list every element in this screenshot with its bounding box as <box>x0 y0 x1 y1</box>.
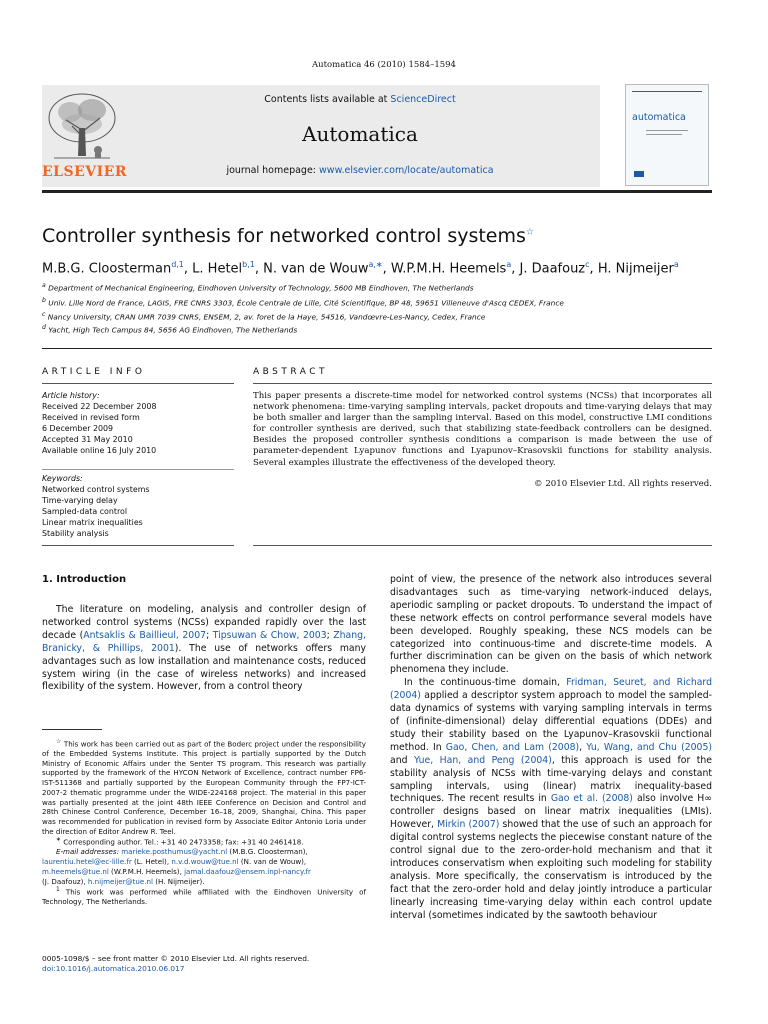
text: applied a descriptor system approach to model the sampled-data dynamics of systems with varying sampling intervals in terms of (infinite-dimensional) delay differential equations (DDEs) and study their stability based on the Lyapunov–Krasovskii functional method. In <box>390 690 712 753</box>
paper-title-text: Controller synthesis for networked control systems <box>42 225 526 247</box>
aff-text: Department of Mechanical Engineering, Eindhoven University of Technology, 5600 MB Eindhoven, The Netherlands <box>48 283 474 293</box>
homepage-line <box>130 165 590 176</box>
citation-link[interactable]: Zhang, Branicky, & Phillips, 2001 <box>42 629 366 654</box>
abstract-copyright: © 2010 Elsevier Ltd. All rights reserved. <box>534 479 712 489</box>
text: (M.B.G. Cloosterman), <box>227 847 308 857</box>
citation-link[interactable]: Fridman, Seuret, and Richard (2004) <box>390 677 712 702</box>
article-info-divider <box>42 469 234 470</box>
doi-link[interactable]: doi:10.1016/j.automatica.2010.06.017 <box>42 964 185 973</box>
history-item: Received 22 December 2008 <box>42 402 157 411</box>
footnote-1 <box>42 738 366 836</box>
text: and <box>390 754 414 766</box>
text: ). The use of networks offers many advantages such as low installation and maintenance costs, reduced system wiring (in the case of wireless networks) and increased flexibility of the system. However, from a control theory <box>42 642 366 693</box>
author-affiliation-mark[interactable]: d,1 <box>171 260 184 269</box>
author-affiliation-mark[interactable]: a <box>673 260 679 269</box>
text: ; <box>206 629 213 641</box>
issn-line: 0005-1098/$ – see front matter © 2010 Elsevier Ltd. All rights reserved. <box>42 954 310 963</box>
footnote-rule <box>42 729 102 730</box>
aff-text: Yacht, High Tech Campus 84, 5656 AG Eindhoven, The Netherlands <box>48 325 298 335</box>
author-separator: , <box>382 261 391 277</box>
footnote-mark: ∗ <box>56 837 61 844</box>
text: , this approach is used for the stability analysis of NCSs with time-varying delays and constant sampling intervals, using (linear) matrix inequality-based techniques. The recent results in <box>390 754 713 805</box>
citation-link[interactable]: Mirkin (2007) <box>437 819 500 831</box>
issn-block <box>42 954 309 974</box>
text: (H. Nijmeijer). <box>153 876 205 886</box>
homepage-link[interactable]: www.elsevier.com/locate/automatica <box>319 165 494 176</box>
text: (L. Hetel), <box>131 857 172 867</box>
citation-link[interactable]: Yue, Han, and Peng (2004) <box>413 754 552 766</box>
aff-text: Univ. Lille Nord de France, LAGIS, FRE CNRS 3303, École Centrale de Lille, Cité Scientifique, BP 48, 59651 Villeneuve d'Ascq CEDEX, France <box>48 298 564 308</box>
author-name: L. Hetel <box>192 261 243 277</box>
email-label: E-mail addresses: <box>56 847 122 857</box>
footnote-mark: 1 <box>56 887 60 894</box>
text: This work was performed while affiliated with the Eindhoven University of Technology, The Netherlands. <box>42 887 366 907</box>
aff-text: Nancy University, CRAN UMR 7039 CNRS, ENSEM, 2, av. foret de la Haye, 54516, Vandœvre-Les-Nancy, Cedex, France <box>47 312 486 322</box>
author-name: J. Daafouz <box>519 261 586 277</box>
intro-paragraph-2: point of view, the presence of the network also introduces several disadvantages such as time-varying network-induced delays, aperiodic sampling or packet dropouts. To understand the impact of these network effects on control performance several models have been developed. Roughly speaking, these NCS models can be categorized into continuous-time and discrete-time models. A further discrimination can be given on the basis of which network phenomena they include. <box>390 574 712 676</box>
email-link[interactable]: h.nijmeijer@tue.nl <box>87 876 154 886</box>
cover-journal-title: automatica <box>632 112 686 123</box>
author-affiliation-mark[interactable]: a,∗ <box>368 260 383 269</box>
abstract-text: This paper presents a discrete-time model for networked control systems (NCSs) that incorporates all network phenomena: time-varying sampling intervals, packet dropouts and time-varying delays that may be both smaller and larger than the sampling interval. Based on this model, constructive LMI conditions for controller synthesis are derived, such that stabilizing state-feedback controllers can be designed. Besides the proposed controller synthesis conditions a comparison is made between the use of parameter-dependent Lyapunov functions and Lyapunov–Krasovskii functions for stability analysis. Several examples illustrate the effectiveness of the developed theory. <box>253 391 712 468</box>
email-link[interactable]: marieke.posthumus@yacht.nl <box>121 847 228 857</box>
sciencedirect-link[interactable]: ScienceDirect <box>390 94 456 105</box>
text: The literature on modeling, analysis and controller design of networked control systems (NCSs) expanded rapidly over the last decade ( <box>42 604 366 641</box>
text: (W.P.M.H. Heemels), <box>108 866 185 876</box>
author-name: M.B.G. Cloosterman <box>42 261 172 277</box>
affiliation-c <box>42 311 485 321</box>
text: showed that the use of such an approach for digital control systems neglects the piecewise constant nature of the control signal due to the zero-order-hold mechanism and that it introduces conservatism when exploiting such modeling for stability analysis. More specifically, the conservatism is introduced by the fact that the zero-order hold and delay jointly introduce a particular linearly increasing time-varying delay within each control update interval (sometimes indicated by the sawtooth behaviour <box>390 819 712 921</box>
history-item: Received in revised form <box>42 413 140 422</box>
affiliation-a <box>42 282 474 292</box>
history-label: Article history: <box>42 391 100 400</box>
abstract-bottom-rule <box>253 545 712 546</box>
email-link[interactable]: n.v.d.wouw@tue.nl <box>171 857 239 867</box>
footnote-2 <box>42 836 366 847</box>
author-name: W.P.M.H. Heemels <box>390 261 507 277</box>
citation-link[interactable]: Tipsuwan & Chow, 2003 <box>212 629 327 641</box>
text: , <box>579 741 587 753</box>
citation-link[interactable]: Yu, Wang, and Chu (2005) <box>586 741 712 753</box>
journal-cover-thumbnail-icon <box>625 84 709 186</box>
title-footnote-mark[interactable]: ☆ <box>525 227 534 238</box>
contents-line <box>130 94 590 105</box>
author-name: N. van de Wouw <box>263 261 369 277</box>
affiliation-d <box>42 324 297 334</box>
journal-reference: Automatica 46 (2010) 1584–1594 <box>312 60 456 70</box>
intro-paragraph-1 <box>42 604 366 694</box>
author-list <box>42 260 679 276</box>
author-separator: , <box>589 261 598 277</box>
affiliation-b <box>42 297 564 307</box>
right-column <box>390 574 712 922</box>
footnote-3 <box>42 886 366 907</box>
homepage-prefix: journal homepage: <box>226 165 320 176</box>
footnote-mark: ☆ <box>56 739 62 745</box>
elsevier-wordmark: ELSEVIER <box>42 164 128 180</box>
history-item: Available online 16 July 2010 <box>42 446 157 455</box>
keywords-label: Keywords: <box>42 474 83 483</box>
abstract-rule <box>253 383 712 384</box>
author-separator: , <box>183 261 193 277</box>
footnotes <box>42 738 366 907</box>
section-heading-introduction: 1. Introduction <box>42 574 127 585</box>
aff-sup: d <box>42 324 46 331</box>
author-affiliation-mark[interactable]: c <box>585 260 590 269</box>
keyword-item: Stability analysis <box>42 529 109 538</box>
email-link[interactable]: m.heemels@tue.nl <box>42 866 109 876</box>
email-link[interactable]: laurentiu.hetel@ec-lille.fr <box>42 857 132 867</box>
text: Corresponding author. Tel.: +31 40 2473358; fax: +31 40 2461418. <box>63 837 304 847</box>
history-item: 6 December 2009 <box>42 424 114 433</box>
text: also involve H∞ controller designs based on linear matrix inequalities (LMIs). However, <box>390 793 712 831</box>
author-name: H. Nijmeijer <box>597 261 674 277</box>
article-info-bottom-rule <box>42 545 234 546</box>
abstract-heading: ABSTRACT <box>253 367 329 377</box>
aff-sup: c <box>42 311 46 318</box>
article-info-rule <box>42 383 234 384</box>
aff-sup: b <box>42 297 46 304</box>
text: In the continuous-time domain, <box>404 677 567 689</box>
author-separator: , <box>254 261 264 277</box>
text: This work has been carried out as part of the Boderc project under the responsibility of the Embedded Systems Institute. This project is partially supported by the Dutch Ministry of Economic Affairs under the Senter TS program. This research was partially supported by the framework of the HYCON Network of Excellence, contract number FP6-IST-511368 and partially supported by the European Community through the FP7-ICT-2007-2 thematic programme under the WIDE-224168 project. The material in this paper was partially presented at the joint 48th IEEE Conference on Decision and Control and 28th Chinese Control Conference, December 16–18, 2009, Shanghai, China. This paper was recommended for publication in revised form by Associate Editor Antonio Loria under the direction of Editor Andrew R. Teel. <box>42 739 366 836</box>
keyword-item: Networked control systems <box>42 485 150 494</box>
text: (N. van de Wouw), <box>238 857 307 867</box>
journal-name: Automatica <box>302 122 418 146</box>
keyword-item: Linear matrix inequalities <box>42 518 143 527</box>
email-link[interactable]: jamal.daafouz@ensem.inpl-nancy.fr <box>184 866 311 876</box>
article-info-heading: ARTICLE INFO <box>42 367 146 377</box>
citation-link[interactable]: Gao et al. (2008) <box>550 793 633 805</box>
affiliation-rule <box>42 348 712 349</box>
paper-title <box>42 225 534 247</box>
intro-paragraph-3 <box>390 677 712 922</box>
left-column <box>42 604 366 694</box>
citation-link[interactable]: Antsaklis & Baillieul, 2007 <box>83 629 207 641</box>
author-affiliation-mark[interactable]: a <box>506 260 512 269</box>
header-rule <box>42 190 712 193</box>
author-separator: , <box>511 261 520 277</box>
keyword-item: Sampled-data control <box>42 507 128 516</box>
author-affiliation-mark[interactable]: b,1 <box>242 260 255 269</box>
contents-prefix: Contents lists available at <box>264 94 391 105</box>
citation-link[interactable]: Gao, Chen, and Lam (2008) <box>445 741 580 753</box>
keyword-item: Time-varying delay <box>42 496 118 505</box>
history-item: Accepted 31 May 2010 <box>42 435 133 444</box>
aff-sup: a <box>42 282 46 289</box>
footnote-emails <box>42 847 366 886</box>
text: ; <box>326 629 334 641</box>
text: (J. Daafouz), <box>42 876 88 886</box>
